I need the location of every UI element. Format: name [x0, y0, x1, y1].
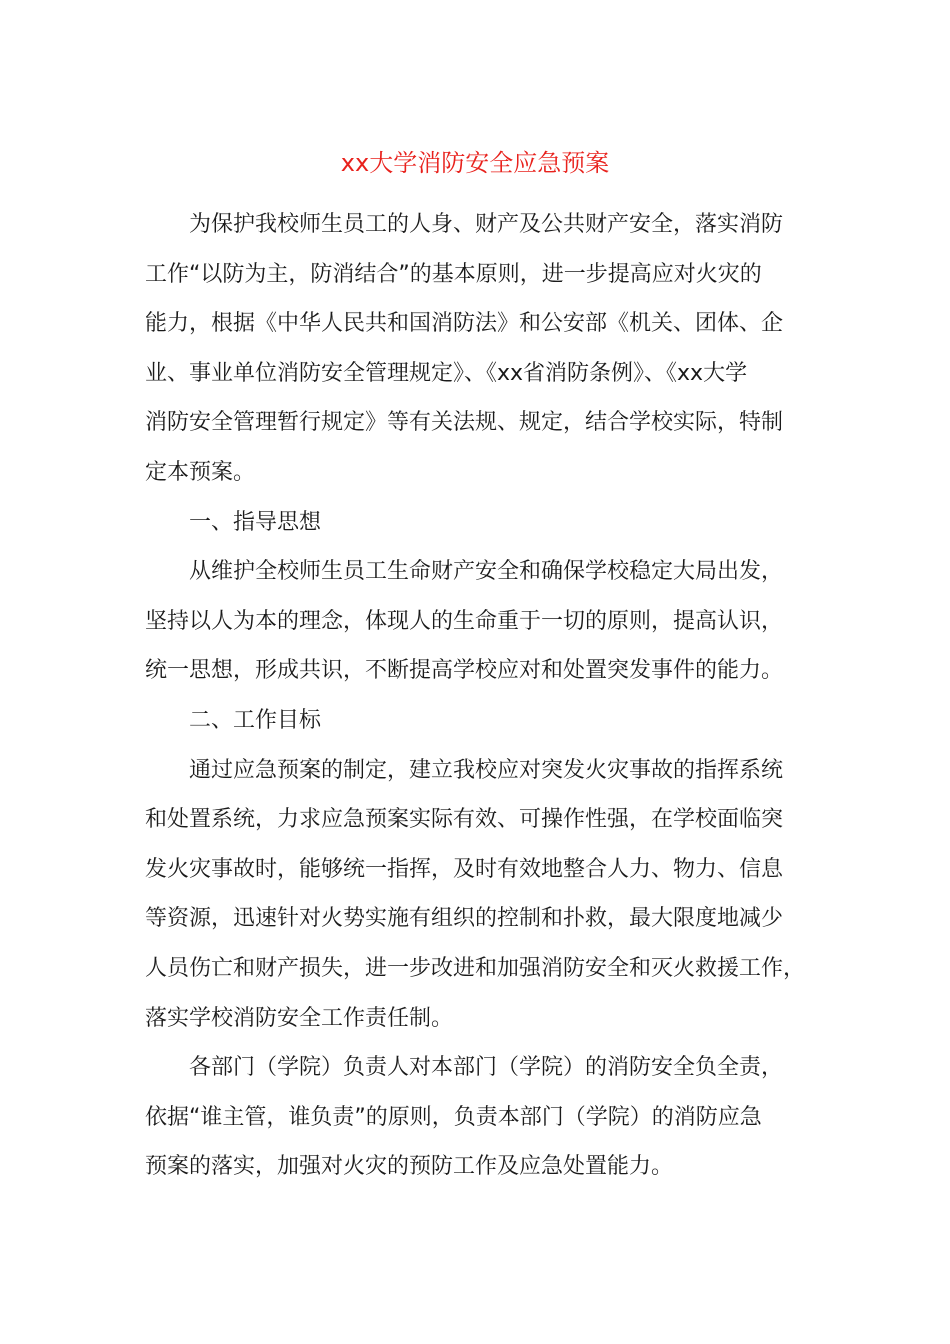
paragraph-responsibility-line-2: 依据“谁主管，谁负责”的原则，负责本部门（学院）的消防应急	[145, 1104, 762, 1130]
paragraph-intro-line-2: 工作“以防为主，防消结合”的基本原则，进一步提高应对火灾的	[145, 261, 762, 287]
paragraph-intro-line-3: 能力，根据《中华人民共和国消防法》和公安部《机关、团体、企	[145, 311, 784, 337]
section-heading-guiding-principles: 一、指导思想	[189, 509, 322, 535]
paragraph-goals-line-1: 通过应急预案的制定，建立我校应对突发火灾事故的指挥系统	[189, 757, 784, 783]
paragraph-responsibility-line-3: 预案的落实，加强对火灾的预防工作及应急处置能力。	[145, 1154, 674, 1180]
paragraph-goals-line-6: 落实学校消防安全工作责任制。	[145, 1005, 454, 1031]
paragraph-intro-line-6: 定本预案。	[145, 459, 256, 485]
paragraph-guiding-line-1: 从维护全校师生员工生命财产安全和确保学校稳定大局出发，	[189, 559, 784, 585]
paragraph-goals-line-4: 等资源，迅速针对火势实施有组织的控制和扑救，最大限度地减少	[145, 906, 784, 932]
paragraph-goals-line-5: 人员伤亡和财产损失，进一步改进和加强消防安全和灭火救援工作，	[145, 955, 806, 981]
paragraph-intro-line-1: 为保护我校师生员工的人身、财产及公共财产安全，落实消防	[189, 212, 784, 237]
paragraph-responsibility-line-1: 各部门（学院）负责人对本部门（学院）的消防安全负全责，	[189, 1055, 784, 1081]
document-body	[145, 200, 825, 1192]
document-title: xx大学消防安全应急预案	[340, 149, 610, 177]
section-heading-work-goals: 二、工作目标	[189, 707, 322, 733]
paragraph-goals-line-2: 和处置系统，力求应急预案实际有效、可操作性强，在学校面临突	[145, 807, 784, 833]
paragraph-guiding-line-3: 统一思想，形成共识，不断提高学校应对和处置突发事件的能力。	[145, 658, 784, 684]
paragraph-intro-line-5: 消防安全管理暂行规定》等有关法规、规定，结合学校实际，特制	[145, 410, 784, 436]
paragraph-intro-line-4: 业、事业单位消防安全管理规定》、《xx省消防条例》、《xx大学	[145, 360, 748, 386]
paragraph-guiding-line-2: 坚持以人为本的理念，体现人的生命重于一切的原则，提高认识，	[145, 608, 784, 634]
paragraph-goals-line-3: 发火灾事故时，能够统一指挥，及时有效地整合人力、物力、信息	[145, 856, 784, 882]
